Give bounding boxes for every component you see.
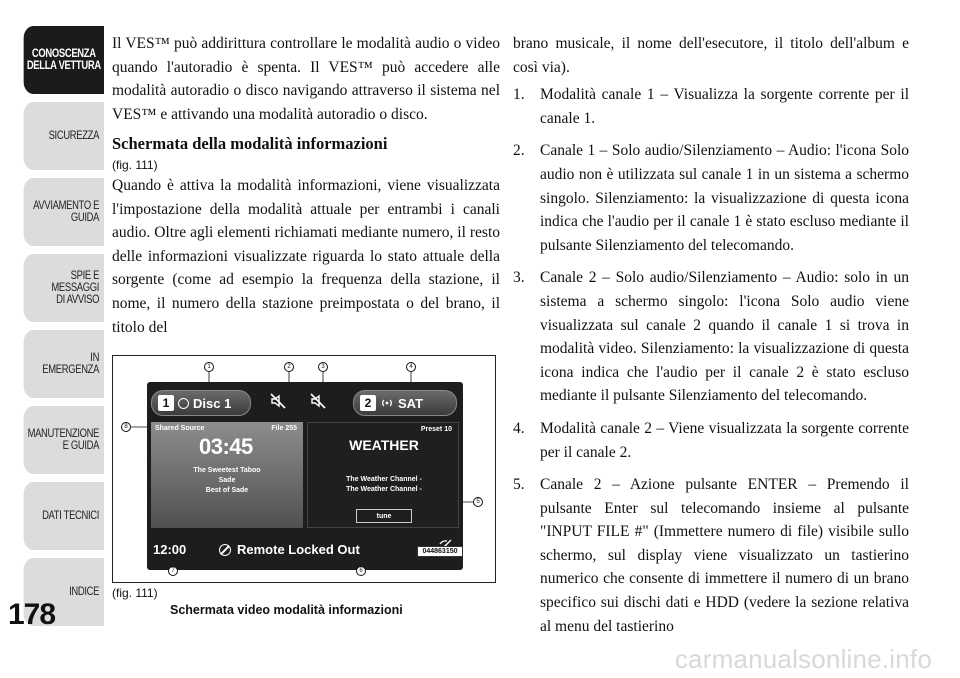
track-info <box>151 466 303 496</box>
list-item-number: 1. <box>513 86 525 104</box>
list-item-text: Canale 2 – Azione pulsante ENTER – Premendo il pulsante Enter sul telecomando insieme al pulsante "INPUT FILE #" (Immettere numero di file) visibile sullo schermo, sul display viene visualizzato un tastierino numerico che consente di immettere il numero di un brano specifico sui dischi dati e HDD (vedere la sezione relativa al menu del tastierino <box>540 476 909 635</box>
tune-button[interactable]: tune <box>356 509 412 523</box>
callout-4: 4 <box>406 362 416 372</box>
tab-emergenza[interactable]: IN EMERGENZA <box>24 330 104 398</box>
channel2-label: SAT <box>398 395 424 411</box>
list-item-text: Modalità canale 1 – Visualizza la sorgente corrente per il canale 1. <box>540 86 909 127</box>
channel1-label: Disc 1 <box>193 395 232 411</box>
tab-manutenzione[interactable]: MANUTENZIONE E GUIDA <box>24 406 104 474</box>
callout-6: 6 <box>356 566 366 576</box>
list-item <box>513 139 909 257</box>
figure-reference: (fig. 111) <box>112 157 158 172</box>
body-paragraph: Quando è attiva la modalità informazioni, viene visualizzata l'impostazione della modalità attuale per entrambi i canali audio. Oltre agli elementi richiamati mediante numero, il resto delle informazioni visualizzate riguarda lo stato attuale della sorgente (come ad esempio la frequenza della stazione, il nome, il numero della stazione preimpostata o del brano, il titolo del <box>112 176 500 336</box>
intro-paragraph: Il VES™ può addirittura controllare le modalità audio o video quando l'autoradio è spenta. Il VES™ può accedere alle modalità autoradio o disco navigando attraverso il sistema nel VES™ e attivando una modalità autoradio o disco. <box>112 35 500 123</box>
figure-code: 044863150 <box>417 546 463 557</box>
list-item <box>513 417 909 464</box>
continuation-paragraph: brano musicale, il nome dell'esecutore, il titolo dell'album e così via). <box>513 35 909 76</box>
list-item <box>513 266 909 408</box>
channel2-badge: 2 <box>360 395 376 411</box>
channel-info <box>308 475 460 495</box>
callout-1: 1 <box>204 362 214 372</box>
figure-info-screen <box>112 355 496 583</box>
channel1-mute-icon <box>269 392 287 410</box>
page-number: 178 <box>8 598 56 631</box>
watermark: carmanualsonline.info <box>674 644 932 674</box>
satellite-icon <box>380 397 394 409</box>
list-item-number: 3. <box>513 269 525 287</box>
channel2-mode-button[interactable] <box>353 390 457 416</box>
tab-conoscenza-vettura[interactable]: CONOSCENZA DELLA VETTURA <box>24 26 104 94</box>
left-column <box>112 32 500 339</box>
list-item-text: Canale 2 – Solo audio/Silenziamento – Audio: solo in un sistema a schermo singolo: l'icona Solo audio viene visualizzata sul canale 2 quando il canale 1 si trova in modalità video. Silenziamento: la visualizzazione di questa icona indica che l'audio per il canale 2 è stato escluso mediante il pulsante Silenziamento del telecomando. <box>540 269 909 405</box>
callout-2: 2 <box>284 362 294 372</box>
preset-number: Preset 10 <box>420 426 452 433</box>
prohibited-icon <box>219 544 231 556</box>
channel-line-1: The Weather Channel - <box>346 476 422 483</box>
channel1-badge: 1 <box>158 395 174 411</box>
clock: 12:00 <box>153 542 187 557</box>
channel2-info-panel <box>307 422 459 528</box>
remote-status <box>219 542 360 557</box>
section-heading: Schermata della modalità informazioni <box>112 134 388 154</box>
channel1-info-panel <box>151 422 303 528</box>
figure-caption: Schermata video modalità informazioni <box>170 603 403 617</box>
disc-icon <box>178 398 189 409</box>
list-item-number: 5. <box>513 476 525 494</box>
track-title: The Sweetest Taboo <box>193 467 261 474</box>
callout-5: 5 <box>473 497 483 507</box>
channel-line-2: The Weather Channel - <box>346 486 422 493</box>
info-mode-screen <box>147 382 463 570</box>
channel2-mute-icon <box>309 392 327 410</box>
tab-indice[interactable]: INDICE <box>24 558 104 626</box>
list-item-text: Canale 1 – Solo audio/Silenziamento – Audio: l'icona Solo audio non è utilizzata sul canale 1 in un sistema a schermo singolo. Silenziamento: la visualizzazione di questa icona indica che l'audio per il canale 1 è stato escluso mediante il pulsante Silenziamento del telecomando. <box>540 142 909 254</box>
tab-avviamento-guida[interactable]: AVVIAMENTO E GUIDA <box>24 178 104 246</box>
station-name: WEATHER <box>349 437 419 453</box>
track-artist: Sade <box>218 477 236 484</box>
remote-status-label: Remote Locked Out <box>237 542 360 557</box>
list-item-text: Modalità canale 2 – Viene visualizzata la sorgente corrente per il canale 2. <box>540 419 909 461</box>
callout-8: 8 <box>121 422 131 432</box>
elapsed-time: 03:45 <box>199 434 253 459</box>
figure-caption-reference: (fig. 111) <box>112 586 158 600</box>
list-item <box>513 473 909 638</box>
callout-3: 3 <box>318 362 328 372</box>
tab-spie-messaggi[interactable]: SPIE E MESSAGGI DI AVVISO <box>24 254 104 322</box>
track-album: Best of Sade <box>205 487 249 494</box>
list-item <box>513 83 909 130</box>
right-column <box>513 32 909 647</box>
channel1-mode-button[interactable] <box>151 390 251 416</box>
tab-sicurezza[interactable]: SICUREZZA <box>24 102 104 170</box>
callout-7: 7 <box>168 566 178 576</box>
callout-list <box>513 83 909 638</box>
shared-source-label: Shared Source <box>155 425 205 432</box>
file-number: File 255 <box>271 425 297 432</box>
list-item-number: 2. <box>513 142 525 160</box>
tab-dati-tecnici[interactable]: DATI TECNICI <box>24 482 104 550</box>
list-item-number: 4. <box>513 419 525 437</box>
